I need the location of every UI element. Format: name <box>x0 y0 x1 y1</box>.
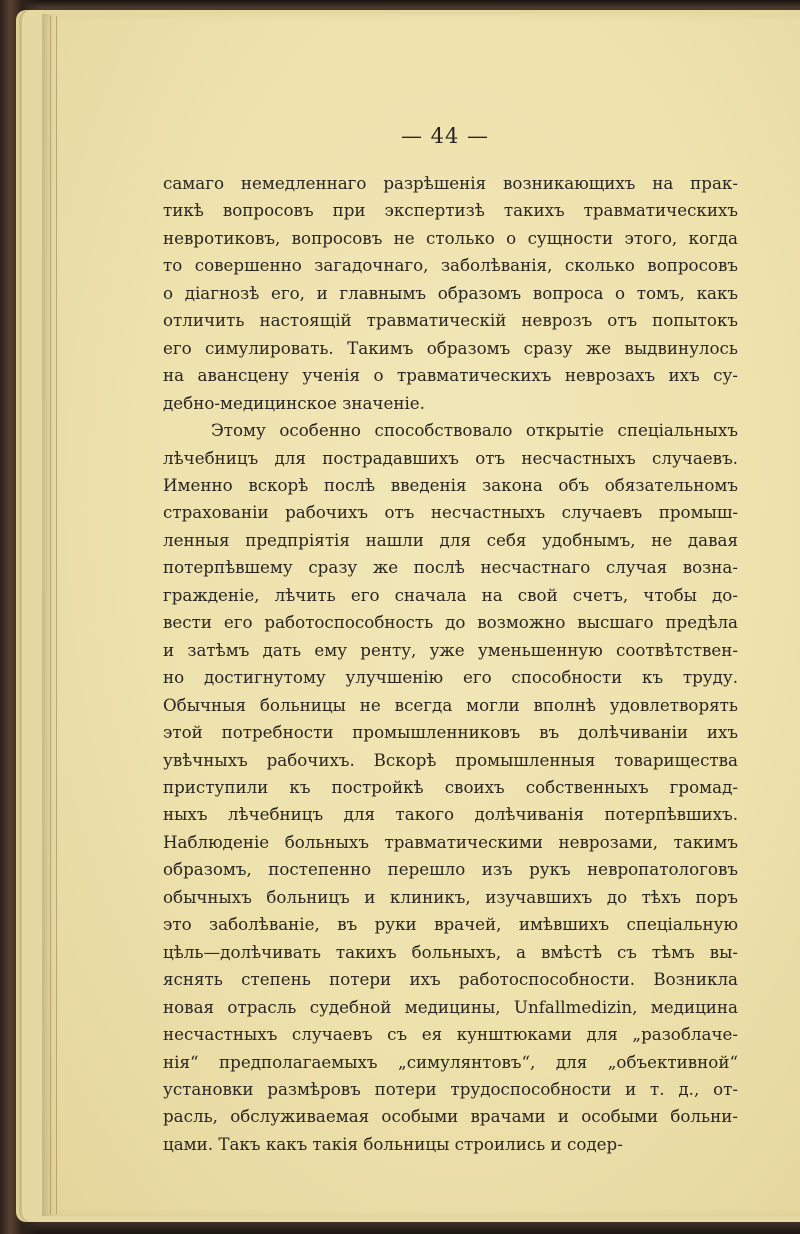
text-line: установки размѣровъ потери трудоспособности и т. д., от- <box>163 1078 738 1099</box>
text-line: тикѣ вопросовъ при экспертизѣ такихъ травматическихъ <box>163 200 738 221</box>
body-text <box>163 170 738 1158</box>
text-line: отличить настоящій травматическій неврозъ отъ попытокъ <box>163 310 738 331</box>
text-line: его симулировать. Такимъ образомъ сразу же выдвинулось <box>163 337 738 358</box>
text-line: Именно вскорѣ послѣ введенія закона объ обязательномъ <box>163 474 738 495</box>
text-line: приступили къ постройкѣ своихъ собственныхъ громад- <box>163 776 738 797</box>
text-line: это заболѣваніе, въ руки врачей, имѣвшихъ спеціальную <box>163 914 738 935</box>
text-line: цѣль—долѣчивать такихъ больныхъ, а вмѣстѣ съ тѣмъ вы- <box>163 941 738 962</box>
text-line: несчастныхъ случаевъ съ ея кунштюками для „разоблаче- <box>163 1024 738 1045</box>
page-number: — 44 — <box>400 124 490 148</box>
text-line: страхованіи рабочихъ отъ несчастныхъ случаевъ промыш- <box>163 502 738 523</box>
text-line: лѣчебницъ для пострадавшихъ отъ несчастныхъ случаевъ. <box>163 447 738 468</box>
text-line: обычныхъ больницъ и клиникъ, изучавшихъ до тѣхъ поръ <box>163 886 738 907</box>
text-line: нія“ предполагаемыхъ „симулянтовъ“, для „объективной“ <box>163 1051 738 1072</box>
text-line: на авансцену ученія о травматическихъ неврозахъ ихъ су- <box>163 365 738 386</box>
text-line: дебно-медицинское значеніе. <box>163 392 425 413</box>
page-edge-line <box>50 16 51 1214</box>
text-line: вести его работоспособность до возможно высшаго предѣла <box>163 612 738 633</box>
text-line: Обычныя больницы не всегда могли вполнѣ удовлетворять <box>163 694 738 715</box>
text-line: этой потребности промышленниковъ въ долѣчиваніи ихъ <box>163 722 738 743</box>
text-line: самаго немедленнаго разрѣшенія возникающихъ на прак- <box>163 173 738 193</box>
text-line: о діагнозѣ его, и главнымъ образомъ вопроса о томъ, какъ <box>163 282 738 303</box>
text-line: потерпѣвшему сразу же послѣ несчастнаго случая возна- <box>163 557 738 578</box>
text-line: Наблюденіе больныхъ травматическими неврозами, такимъ <box>163 831 738 852</box>
text-line: яснять степень потери ихъ работоспособности. Возникла <box>163 969 738 990</box>
text-line: образомъ, постепенно перешло изъ рукъ невропатологовъ <box>163 859 738 880</box>
text-line: ленныя предпріятія нашли для себя удобнымъ, не давая <box>163 529 738 550</box>
text-line: но достигнутому улучшенію его способности къ труду. <box>163 667 738 688</box>
text-line: цами. Такъ какъ такія больницы строились и содер- <box>163 1133 623 1154</box>
text-line: увѣчныхъ рабочихъ. Вскорѣ промышленныя товарищества <box>163 749 738 770</box>
text-line: ныхъ лѣчебницъ для такого долѣчиванія потерпѣвшихъ. <box>163 804 738 825</box>
text-line: расль, обслуживаемая особыми врачами и особыми больни- <box>163 1106 738 1127</box>
text-line: и затѣмъ дать ему ренту, уже уменьшенную соотвѣтствен- <box>163 639 738 660</box>
text-line: то совершенно загадочнаго, заболѣванія, сколько вопросовъ <box>163 255 738 276</box>
text-line: новая отрасль судебной медицины, Unfallmedizin, медицина <box>163 996 738 1017</box>
text-line: Этому особенно способствовало открытіе спеціальныхъ <box>211 420 738 441</box>
text-line: гражденіе, лѣчить его сначала на свой счетъ, чтобы до- <box>163 584 738 605</box>
text-line: невротиковъ, вопросовъ не столько о сущности этого, когда <box>163 227 738 248</box>
page-edge-line <box>56 16 57 1214</box>
